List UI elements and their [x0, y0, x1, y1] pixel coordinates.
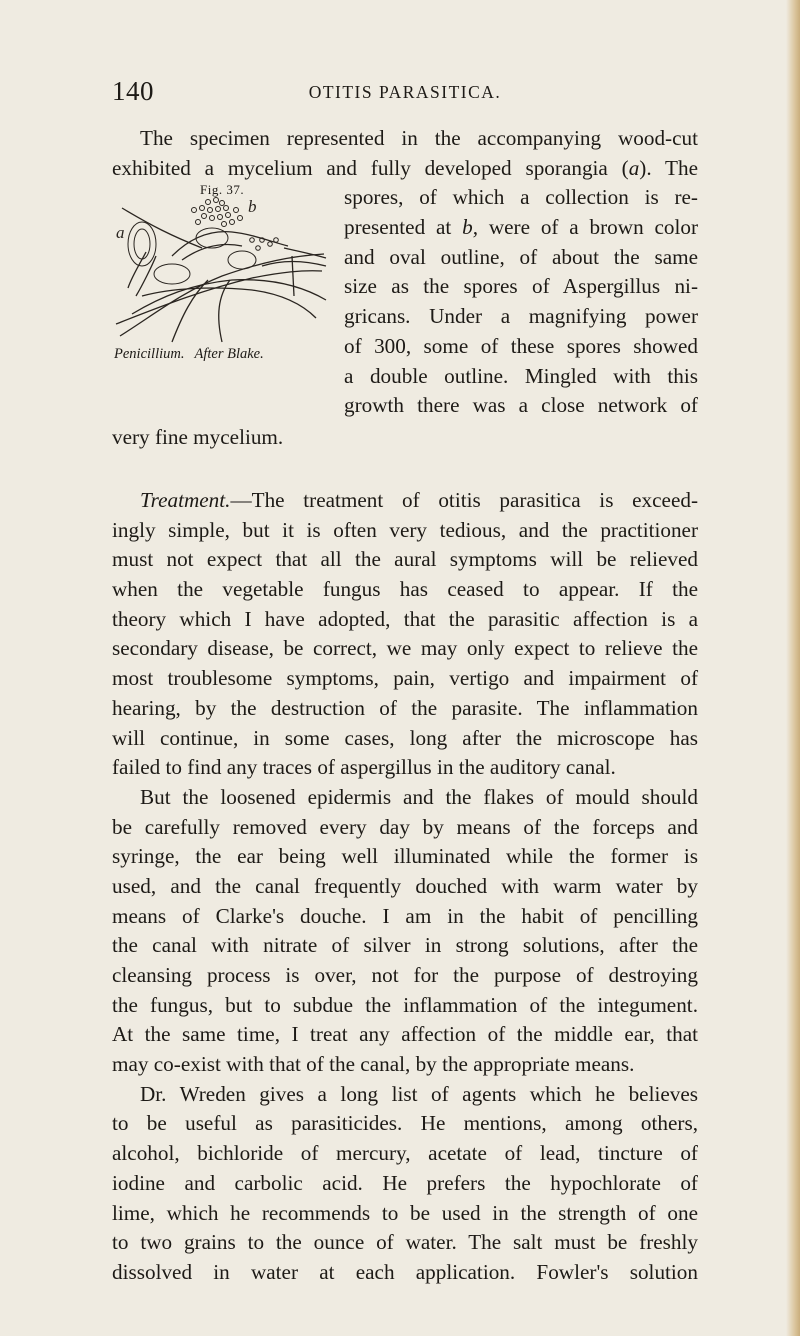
- text-fragment: ). The: [639, 155, 698, 180]
- text-fragment: presented at: [344, 215, 463, 240]
- page-number: 140: [112, 76, 154, 106]
- text-line: when the vegetable fungus has ceased to appear. If the: [112, 577, 698, 602]
- text-line: be carefully removed every day by means of the forceps and: [112, 814, 698, 839]
- text-line: secondary disease, be correct, we may only expect to relieve the: [112, 636, 698, 661]
- text-line: most troublesome symptoms, pain, vertigo and impairment of: [112, 666, 698, 691]
- paragraph-1-wrap: [112, 183, 698, 421]
- figure-letter-a: a: [116, 223, 125, 242]
- text-line: At the same time, I treat any affection of the middle ear, that: [112, 1022, 698, 1047]
- text-fragment: —The treatment of otitis parasitica is exceed-: [230, 488, 698, 512]
- text-line: the fungus, but to subdue the inflammation of the integument.: [112, 992, 698, 1017]
- text-line: alcohol, bichloride of mercury, acetate of lead, tincture of: [112, 1141, 698, 1166]
- text-line: size as the spores of Aspergillus ni-: [344, 274, 698, 299]
- text-line: ingly simple, but it is often very tedious, and the practitioner: [112, 517, 698, 542]
- paragraph-1-end: [112, 423, 698, 453]
- text-line: and oval outline, of about the same: [344, 244, 698, 269]
- paragraph-1-top: [112, 124, 698, 183]
- running-head: [112, 76, 698, 106]
- figure-label: Fig. 37.: [200, 182, 245, 197]
- text-line: very fine mycelium.: [112, 425, 284, 449]
- text-line: iodine and carbolic acid. He prefers the hypochlorate of: [112, 1170, 698, 1195]
- text-line: [112, 486, 698, 516]
- text-line: theory which I have adopted, that the parasitic affection is a: [112, 606, 698, 631]
- italic-letter: a: [628, 155, 640, 180]
- caption-credit: After Blake.: [194, 346, 264, 362]
- text-line: a double outline. Mingled with this: [344, 363, 698, 388]
- text-fragment: exhibited a mycelium and fully developed sporangia (: [112, 155, 629, 180]
- paragraph-treatment: [112, 486, 698, 1288]
- caption-species: Penicillium.: [114, 346, 185, 362]
- text-line: to be useful as parasiticides. He mentions, among others,: [112, 1111, 698, 1136]
- text-line: to two grains to the ounce of water. The salt must be freshly: [112, 1230, 698, 1255]
- page-edge: [786, 0, 800, 1336]
- text-line: gricans. Under a magnifying power: [344, 304, 698, 329]
- text-fragment: were of a brown color: [488, 215, 699, 240]
- running-title: OTITIS PARASITICA.: [308, 82, 502, 102]
- text-line: But the loosened epidermis and the flakes of mould should: [140, 784, 698, 809]
- text-line: spores, of which a collection is re-: [344, 185, 698, 210]
- text-line: may co-exist with that of the canal, by the appropriate means.: [112, 1052, 635, 1077]
- text-line: cleansing process is over, not for the purpose of destroying: [112, 963, 698, 987]
- text-line: [112, 154, 698, 184]
- text-line: The specimen represented in the accompanying wood-cut: [140, 126, 698, 150]
- text-line: syringe, the ear being well illuminated while the former is: [112, 844, 698, 869]
- text-line: means of Clarke's douche. I am in the habit of pencilling: [112, 903, 698, 928]
- text-line: Dr. Wreden gives a long list of agents which he believes: [140, 1081, 698, 1106]
- text-line: of 300, some of these spores showed: [344, 333, 698, 358]
- text-line: lime, which he recommends to be used in the strength of one: [112, 1200, 698, 1225]
- text-line: growth there was a close network of: [344, 393, 698, 418]
- text-line: dissolved in water at each application. Fowler's solution: [112, 1259, 698, 1284]
- text-line: [344, 213, 698, 243]
- text-line: hearing, by the destruction of the parasite. The inflammation: [112, 695, 698, 720]
- italic-letter: b,: [462, 215, 479, 240]
- text-line: the canal with nitrate of silver in strong solutions, after the: [112, 933, 698, 958]
- text-line: used, and the canal frequently douched with warm water by: [112, 873, 698, 898]
- text-line: must not expect that all the aural symptoms will be relieved: [112, 547, 698, 572]
- section-heading: Treatment.: [140, 488, 231, 512]
- text-line: failed to find any traces of aspergillus in the auditory canal.: [112, 755, 616, 780]
- figure-letter-b: b: [248, 197, 257, 216]
- text-line: will continue, in some cases, long after the microscope has: [112, 725, 698, 750]
